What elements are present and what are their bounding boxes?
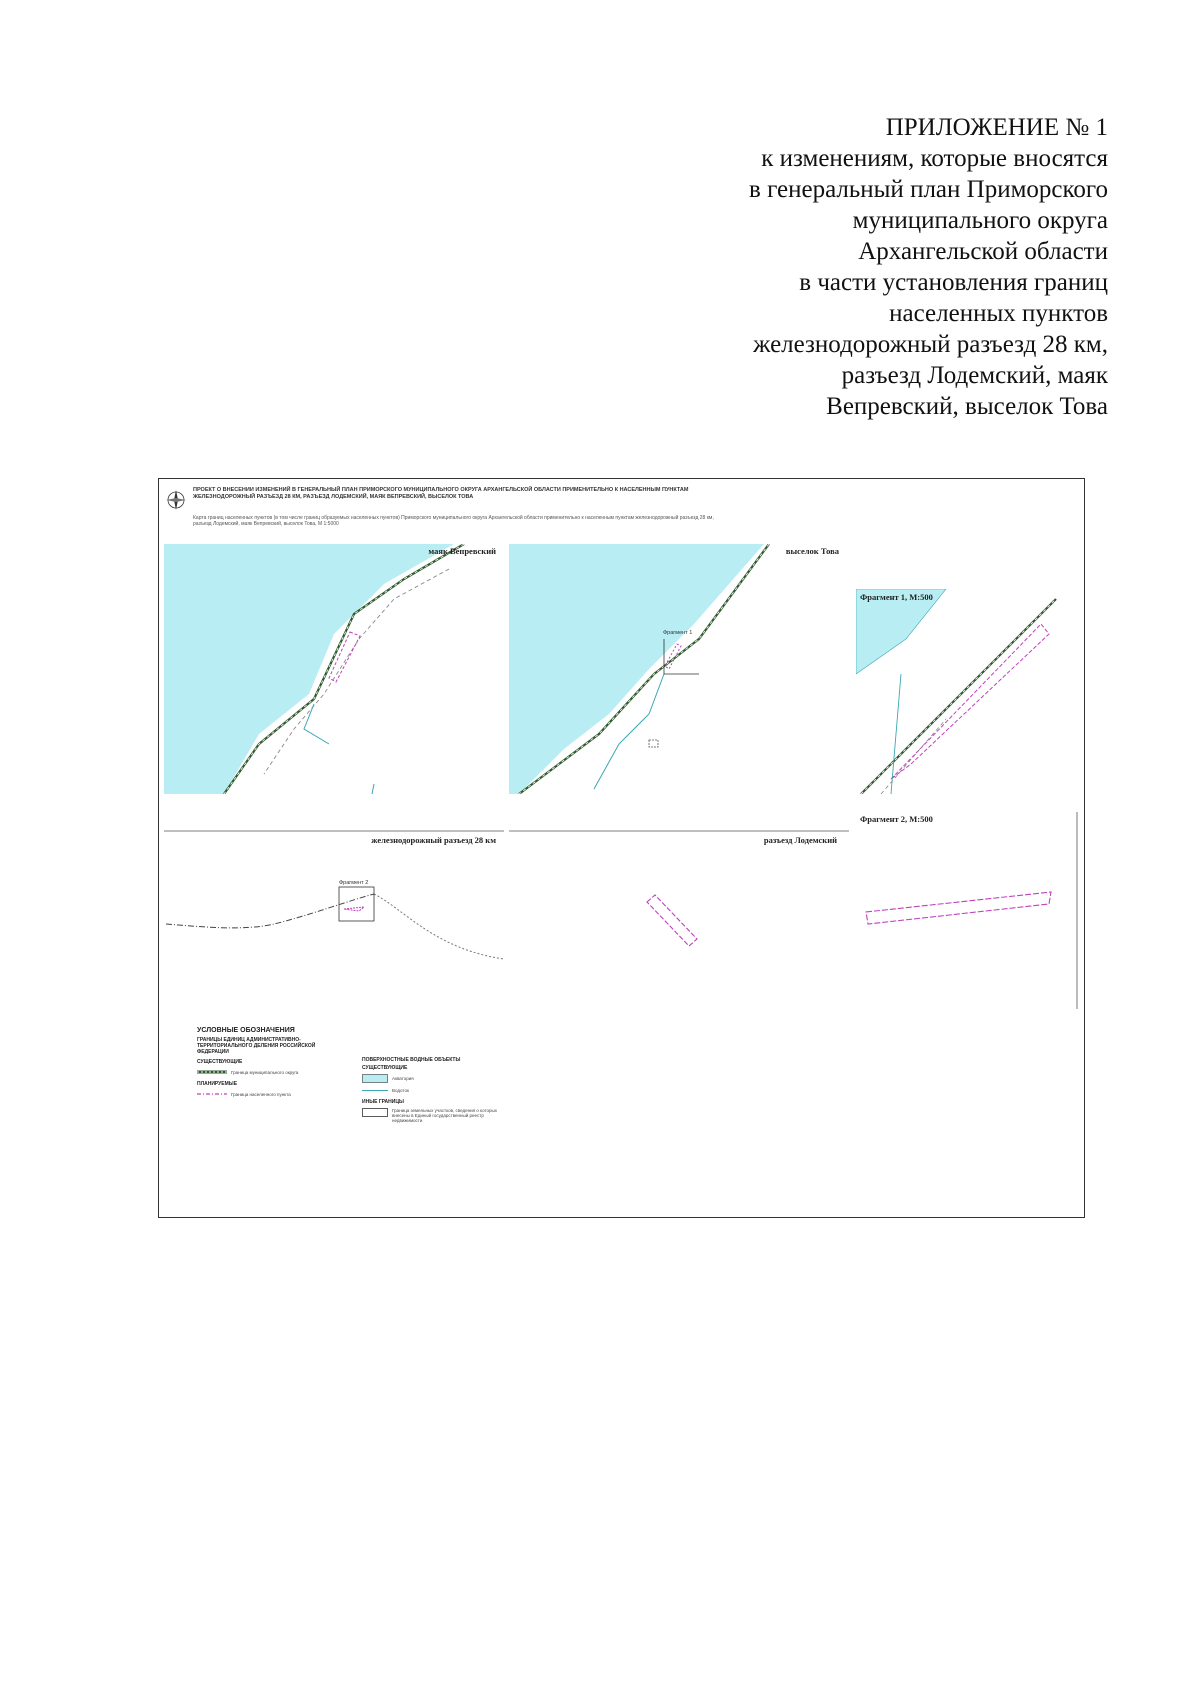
panel-tova [509, 544, 849, 794]
legend-settlement-label: Граница населенного пункта [231, 1091, 291, 1097]
settlement-boundary-swatch [197, 1090, 227, 1098]
legend-group-admin: ГРАНИЦЫ ЕДИНИЦ АДМИНИСТРАТИВНО-ТЕРРИТОРИАЛЬНОГО ДЕЛЕНИЯ РОССИЙСКОЙ ФЕДЕРАЦИИ [197, 1037, 316, 1055]
legend-row-water-area [362, 1074, 522, 1083]
panel-label-fragment1: Фрагмент 1, М:500 [860, 592, 933, 602]
legend-water-area-label: Акватория [392, 1076, 414, 1081]
map-tova [509, 544, 849, 794]
panel-fragment1 [856, 589, 1078, 794]
fragment-1-marker: Фрагмент 1 [663, 630, 693, 636]
panel-label-fragment2: Фрагмент 2, М:500 [860, 814, 933, 824]
heading-line: в части установления границ [799, 269, 1108, 296]
heading-line: Вепревский, выселок Това [826, 393, 1108, 420]
panel-label-razezd28: железнодорожный разъезд 28 км [371, 835, 496, 845]
compass-rose-icon [165, 489, 187, 511]
legend-row-watercourse [362, 1086, 522, 1095]
map-veprevsky [164, 544, 504, 794]
heading-line: к изменениям, которые вносятся [761, 145, 1108, 172]
map-fragment1 [856, 589, 1078, 794]
fragment-2-marker: Фрагмент 2 [339, 880, 369, 886]
panel-razezd28 [164, 829, 504, 1009]
legend-district-label: Граница муниципального округа [231, 1069, 299, 1075]
legend-water-group [362, 1057, 522, 1123]
watercourse-swatch [362, 1086, 388, 1095]
map-sheet [158, 478, 1085, 1218]
heading-line: ПРИЛОЖЕНИЕ № 1 [885, 114, 1108, 141]
map-description: Карта границ населенных пунктов (в том числе границ образуемых населенных пунктов) Приморского муниципального округа Архангельской области применительно к населенным пунктам железнодорожный разъезд 28 км, разъезд Лодемский, маяк Вепревский, выселок Това, М 1:5000 [193, 515, 714, 527]
legend-existing: СУЩЕСТВУЮЩИЕ [197, 1059, 243, 1065]
heading-line: муниципального округа [852, 207, 1108, 234]
heading-line: разъезд Лодемский, маяк [841, 362, 1108, 389]
legend-other-boundary-label: Граница земельных участков, сведения о которых внесены в Единый государственный реестр недвижимости [392, 1108, 497, 1123]
district-boundary-swatch [197, 1068, 227, 1076]
legend-group-water: ПОВЕРХНОСТНЫЕ ВОДНЫЕ ОБЪЕКТЫ [362, 1057, 461, 1063]
legend-row-other-boundary [362, 1108, 522, 1123]
map-title: ПРОЕКТ О ВНЕСЕНИИ ИЗМЕНЕНИЙ В ГЕНЕРАЛЬНЫЙ ПЛАН ПРИМОРСКОГО МУНИЦИПАЛЬНОГО ОКРУГА АРХАНГЕЛЬСКОЙ ОБЛАСТИ ПРИМЕНИТЕЛЬНО К НАСЕЛЕННЫМ ПУНКТАМ ЖЕЛЕЗНОДОРОЖНЫЙ РАЗЪЕЗД 28 КМ, РАЗЪЕЗД ЛОДЕМСКИЙ, МАЯК ВЕПРЕВСКИЙ, ВЫСЕЛОК ТОВА [193, 487, 689, 500]
panel-lodemsky [509, 829, 849, 1009]
map-fragment2 [856, 812, 1078, 1009]
panel-label-veprevsky: маяк Вепревский [428, 546, 496, 556]
appendix-heading [588, 112, 1108, 422]
heading-line: населенных пунктов [889, 300, 1108, 327]
heading-line: в генеральный план Приморского [749, 176, 1108, 203]
heading-line: железнодорожный разъезд 28 км, [753, 331, 1108, 358]
map-razezd28 [164, 829, 504, 1009]
map-lodemsky [509, 829, 849, 1009]
panel-label-tova: выселок Това [785, 546, 839, 556]
heading-line: Архангельской области [858, 238, 1108, 265]
panel-fragment2 [856, 812, 1078, 1009]
legend-planned: ПЛАНИРУЕМЫЕ [197, 1081, 238, 1087]
legend [197, 1027, 517, 1157]
water-area-swatch [362, 1074, 388, 1083]
legend-existing-2: СУЩЕСТВУЮЩИЕ [362, 1065, 408, 1071]
legend-group-other: ИНЫЕ ГРАНИЦЫ [362, 1099, 404, 1105]
legend-title: УСЛОВНЫЕ ОБОЗНАЧЕНИЯ [197, 1027, 295, 1034]
legend-watercourse-label: Водоток [392, 1088, 409, 1093]
panel-label-lodemsky: разъезд Лодемский [763, 835, 837, 845]
other-boundary-swatch [362, 1108, 388, 1117]
panel-veprevsky [164, 544, 504, 794]
